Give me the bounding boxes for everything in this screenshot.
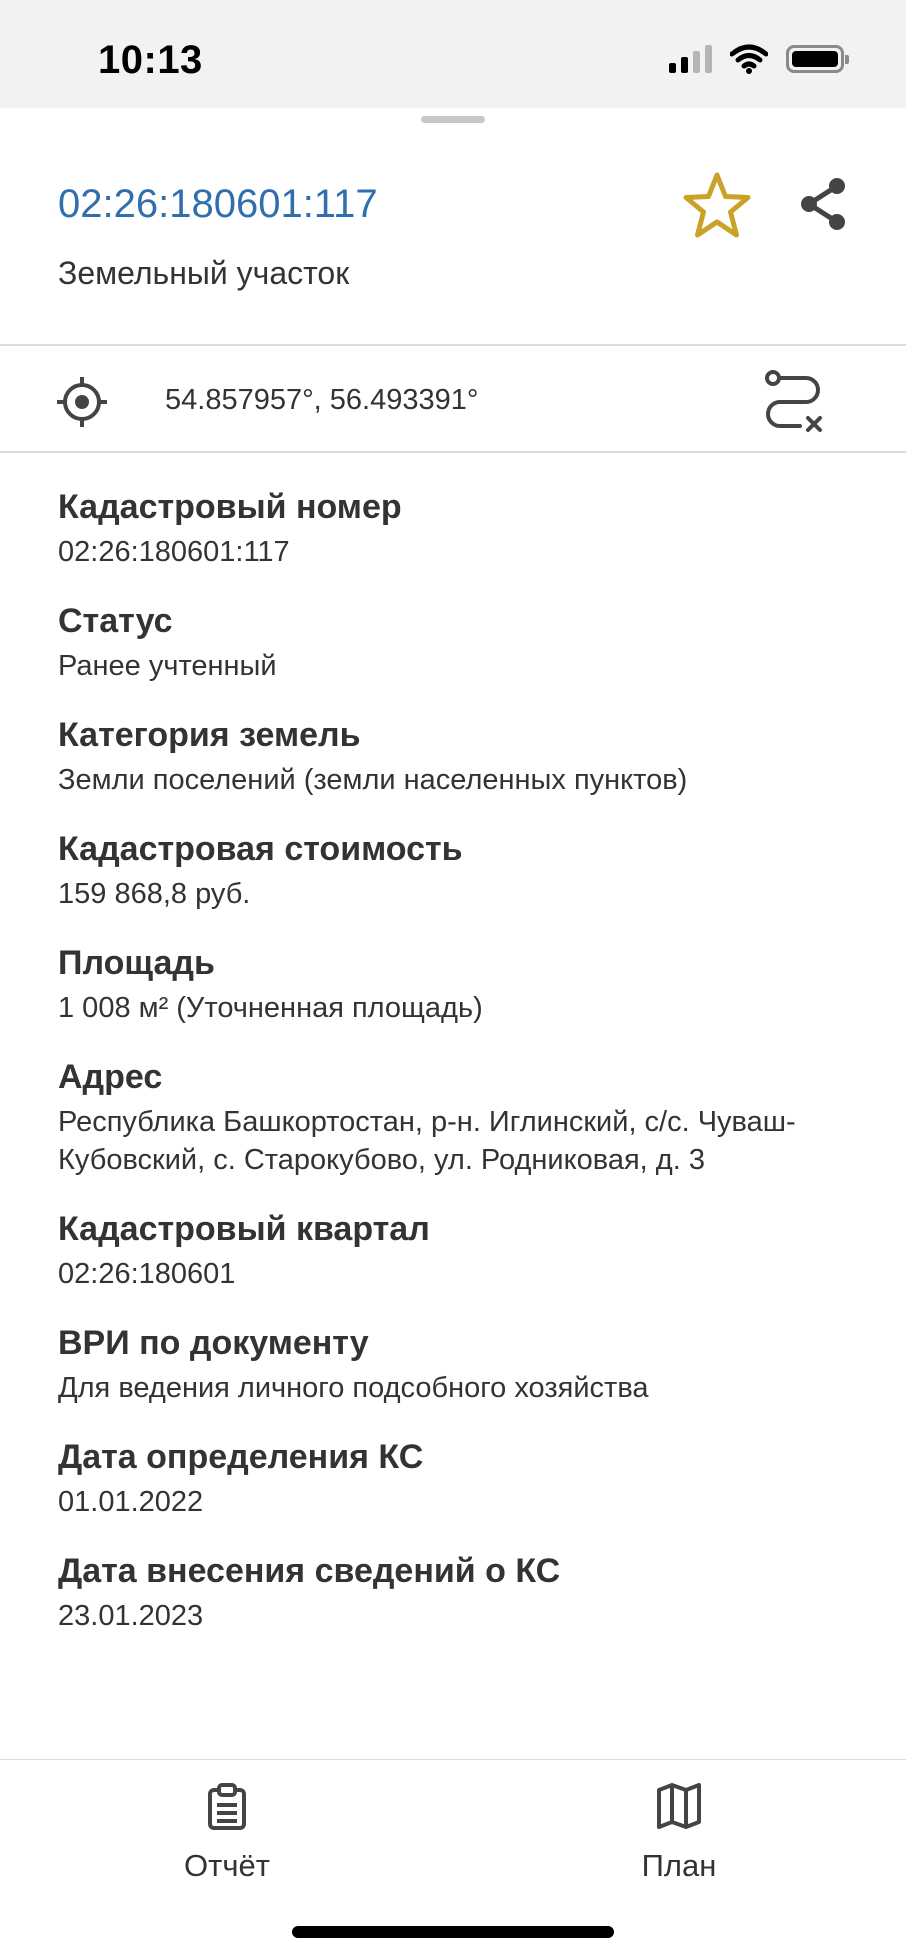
field-label: Кадастровая стоимость	[58, 830, 463, 868]
field-label: Статус	[58, 602, 173, 640]
field-cadastral-quarter	[58, 1207, 858, 1293]
field-value: 02:26:180601:117	[58, 536, 290, 568]
field-value: Республика Башкортостан, р-н. Иглинский, с/с. Чуваш-Кубовский, с. Старокубово, ул. Родниковая, д. 3	[58, 1106, 796, 1176]
map-icon	[655, 1782, 703, 1830]
field-label: Дата определения КС	[58, 1438, 424, 1476]
sheet-drag-handle[interactable]	[421, 116, 485, 123]
field-value: Земли поселений (земли населенных пунктов)	[58, 764, 688, 796]
field-label: Дата внесения сведений о КС	[58, 1552, 561, 1590]
field-label: Адрес	[58, 1058, 163, 1096]
divider	[0, 344, 906, 346]
field-value: Для ведения личного подсобного хозяйства	[58, 1372, 649, 1404]
field-label: ВРИ по документу	[58, 1324, 369, 1362]
coordinates-text[interactable]: 54.857957°, 56.493391°	[165, 384, 479, 416]
field-status	[58, 599, 858, 685]
signal-icon	[669, 45, 712, 73]
status-bar	[0, 0, 906, 108]
field-value: 23.01.2023	[58, 1600, 204, 1632]
field-valuation-date	[58, 1435, 858, 1521]
field-value: 159 868,8 руб.	[58, 878, 251, 910]
report-button[interactable]	[117, 1782, 337, 1884]
plan-label: План	[641, 1848, 717, 1883]
wifi-icon	[730, 44, 768, 74]
home-indicator[interactable]	[292, 1926, 614, 1938]
field-value: 01.01.2022	[58, 1486, 204, 1518]
share-icon[interactable]	[795, 174, 851, 234]
field-label: Кадастровый номер	[58, 488, 402, 526]
field-entry-date	[58, 1549, 858, 1635]
field-address	[58, 1055, 858, 1179]
crosshair-icon[interactable]	[56, 376, 108, 428]
status-icons	[669, 44, 844, 74]
field-label: Кадастровый квартал	[58, 1210, 430, 1248]
star-icon[interactable]	[681, 171, 753, 241]
details-list	[58, 485, 858, 1663]
field-land-category	[58, 713, 858, 799]
divider	[0, 451, 906, 453]
field-area	[58, 941, 858, 1027]
field-cadastral-value	[58, 827, 858, 913]
field-permitted-use	[58, 1321, 858, 1407]
field-label: Категория земель	[58, 716, 361, 754]
field-value: Ранее учтенный	[58, 650, 277, 682]
field-value: 1 008 м² (Уточненная площадь)	[58, 992, 483, 1024]
field-label: Площадь	[58, 944, 215, 982]
report-label: Отчёт	[184, 1848, 270, 1883]
object-title: 02:26:180601:117	[58, 182, 378, 226]
field-cadastral-number	[58, 485, 858, 571]
field-value: 02:26:180601	[58, 1258, 236, 1290]
route-icon[interactable]	[760, 368, 826, 434]
plan-button[interactable]	[569, 1782, 789, 1884]
battery-icon	[786, 45, 844, 73]
clipboard-icon	[203, 1782, 251, 1830]
status-time: 10:13	[98, 38, 203, 82]
object-type: Земельный участок	[58, 255, 350, 291]
